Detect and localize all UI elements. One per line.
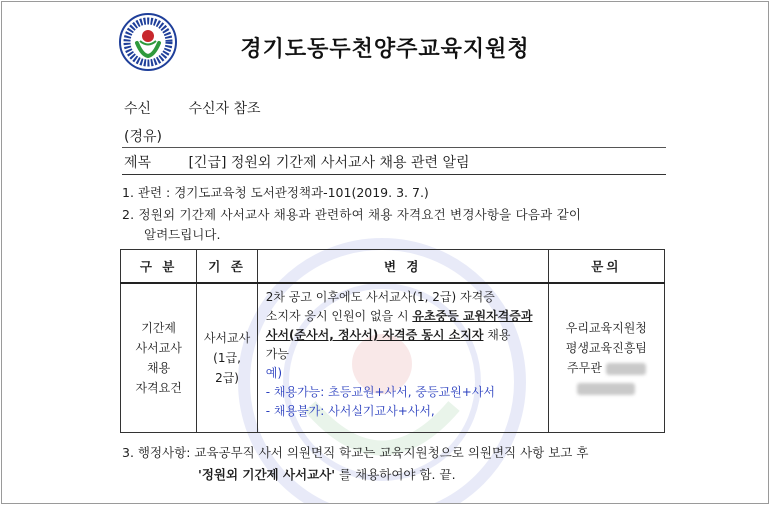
divider-subject [122, 174, 666, 175]
body-item-3-line-2: '정원외 기간제 사서교사' 를 채용하여야 함. 끝. [198, 467, 456, 482]
recipient-value: 수신자 참조 [188, 101, 261, 117]
recipient-label: 수신 [124, 101, 152, 117]
via-row [124, 126, 162, 146]
body-item-2-line-2: 알려드립니다. [144, 227, 221, 242]
header-contact: 문의 [548, 250, 664, 284]
official-document [1, 1, 769, 504]
header-change: 변 경 [257, 250, 548, 284]
redacted-name [606, 363, 646, 375]
subject-row [124, 152, 470, 172]
body-item-3-line-1: 3. 행정사항: 교육공무직 사서 의원면직 학교는 교육지원청으로 의원면직 사항 보고 후 [122, 445, 589, 460]
cell-category: 기간제 사서교사 채용 자격요건 [121, 283, 197, 433]
organization-title: 경기도동두천양주교육지원청 [240, 37, 530, 62]
recipient-row [124, 98, 261, 118]
via-label: (경유) [124, 129, 162, 145]
body-item-2-line-1: 2. 정원외 기간제 사서교사 채용과 관련하여 채용 자격요건 변경사항을 다음과 같이 [122, 207, 582, 222]
header-existing: 기 존 [197, 250, 257, 284]
table-row [121, 283, 665, 433]
subject-value: [긴급] 정원외 기간제 사서교사 채용 관련 알림 [188, 155, 470, 171]
redacted-phone [577, 383, 635, 395]
divider-top [122, 147, 666, 148]
cell-existing: 사서교사 (1급, 2급) [197, 283, 257, 433]
subject-label: 제목 [124, 155, 152, 171]
change-table [120, 249, 665, 433]
cell-change: 2차 공고 이후에도 사서교사(1, 2급) 자격증 소지자 응시 인원이 없을 시 유초중등 교원자격증과 사서(준사서, 정사서) 자격증 동시 소지자 채용 가능 예) - 채용가능: 초등교원+사서, 중등교원+사서 - 채용불가: 사서실기교사+사서, [257, 283, 548, 433]
body-item-1: 1. 관련 : 경기도교육청 도서관정책과-101(2019. 3. 7.) [122, 185, 429, 200]
cell-contact: 우리교육지원청 평생교육진흥팀 주무관 [548, 283, 664, 433]
table-header-row [121, 250, 665, 284]
header-category: 구 분 [121, 250, 197, 284]
